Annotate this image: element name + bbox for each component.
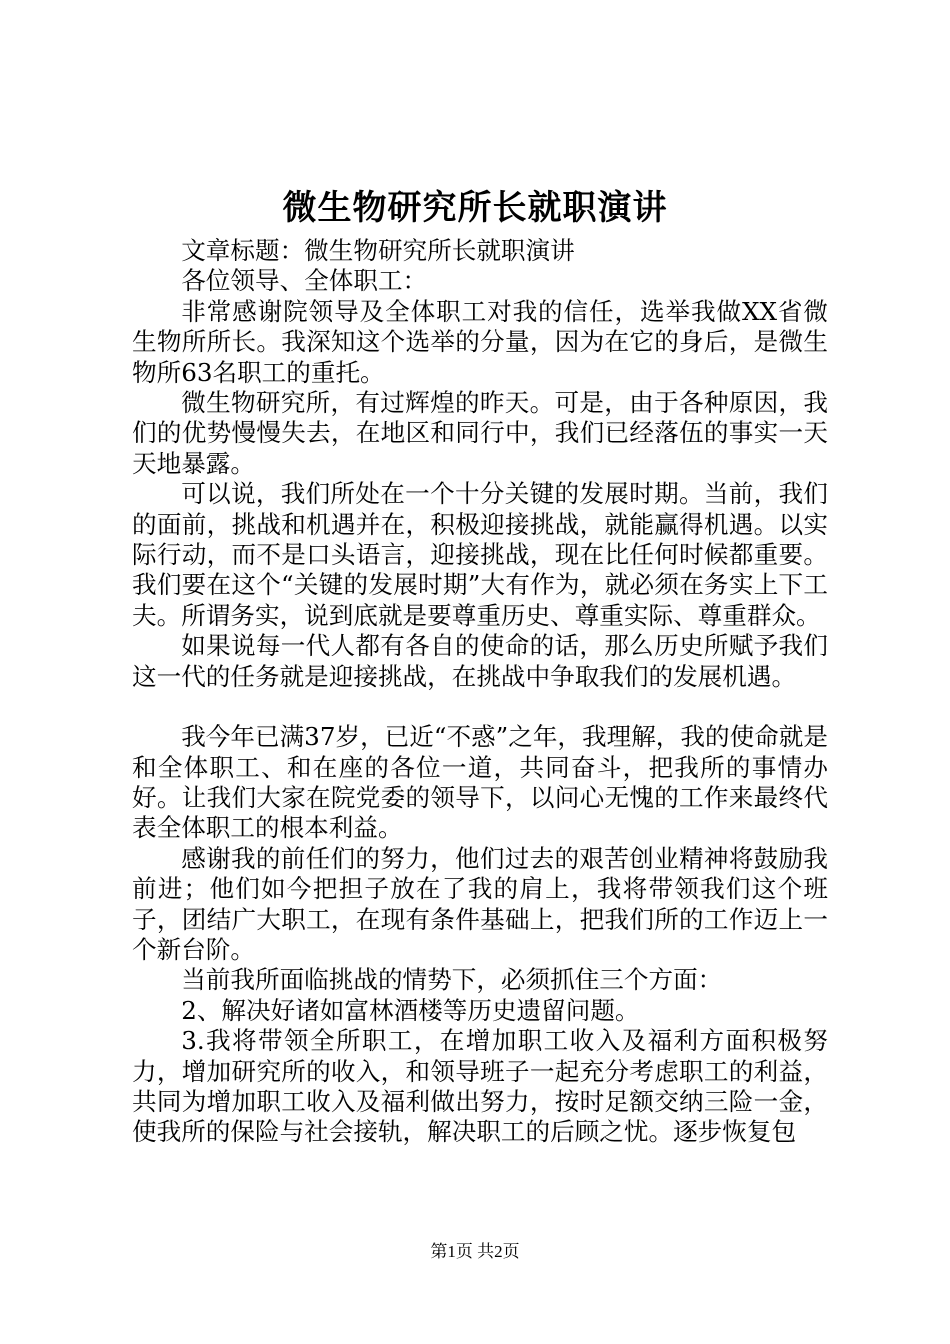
- document-body: [132, 236, 828, 1148]
- paragraph: 非常感谢院领导及全体职工对我的信任，选举我做XX省微生物所所长。我深知这个选举的分量，因为在它的身后，是微生物所63名职工的重托。: [132, 296, 828, 387]
- paragraph: 感谢我的前任们的努力，他们过去的艰苦创业精神将鼓励我前进；他们如今把担子放在了我的肩上，我将带领我们这个班子，团结广大职工，在现有条件基础上，把我们所的工作迈上一个新台阶。: [132, 843, 828, 964]
- paragraph: 当前我所面临挑战的情势下，必须抓住三个方面：: [181, 965, 723, 995]
- document-title: 微生物研究所长就职演讲: [282, 188, 668, 228]
- paragraph: 我今年已满37岁，已近“不惑”之年，我理解，我的使命就是和全体职工、和在座的各位一道，共同奋斗，把我所的事情办好。让我们大家在院党委的领导下，以问心无愧的工作来最终代表全体职工的根本利益。: [132, 722, 828, 843]
- list-item: 2、解决好诸如富林酒楼等历史遗留问题。: [181, 995, 640, 1025]
- list-item: 3.我将带领全所职工，在增加职工收入及福利方面积极努力，增加研究所的收入，和领导班子一起充分考虑职工的利益，共同为增加职工收入及福利做出努力，按时足额交纳三险一金，使我所的保险与社会接轨，解决职工的后顾之忧。逐步恢复包: [132, 1026, 828, 1147]
- paragraph: 微生物研究所，有过辉煌的昨天。可是，由于各种原因，我们的优势慢慢失去，在地区和同行中，我们已经落伍的事实一天天地暴露。: [132, 388, 828, 478]
- paragraph: 可以说，我们所处在一个十分关键的发展时期。当前，我们的面前，挑战和机遇并在，积极迎接挑战，就能赢得机遇。以实际行动，而不是口头语言，迎接挑战，现在比任何时候都重要。我们要在这个“关键的发展时期”大有作为，就必须在务实上下工夫。所谓务实，说到底就是要尊重历史、尊重实际、尊重群众。: [132, 479, 828, 630]
- page-number-footer: 第1页 共2页: [430, 1242, 520, 1261]
- paragraph-article-title: 文章标题：微生物研究所长就职演讲: [181, 236, 575, 265]
- paragraph: 如果说每一代人都有各自的使命的话，那么历史所赋予我们这一代的任务就是迎接挑战，在挑战中争取我们的发展机遇。: [132, 631, 828, 691]
- paragraph-salutation: 各位领导、全体职工：: [181, 266, 428, 296]
